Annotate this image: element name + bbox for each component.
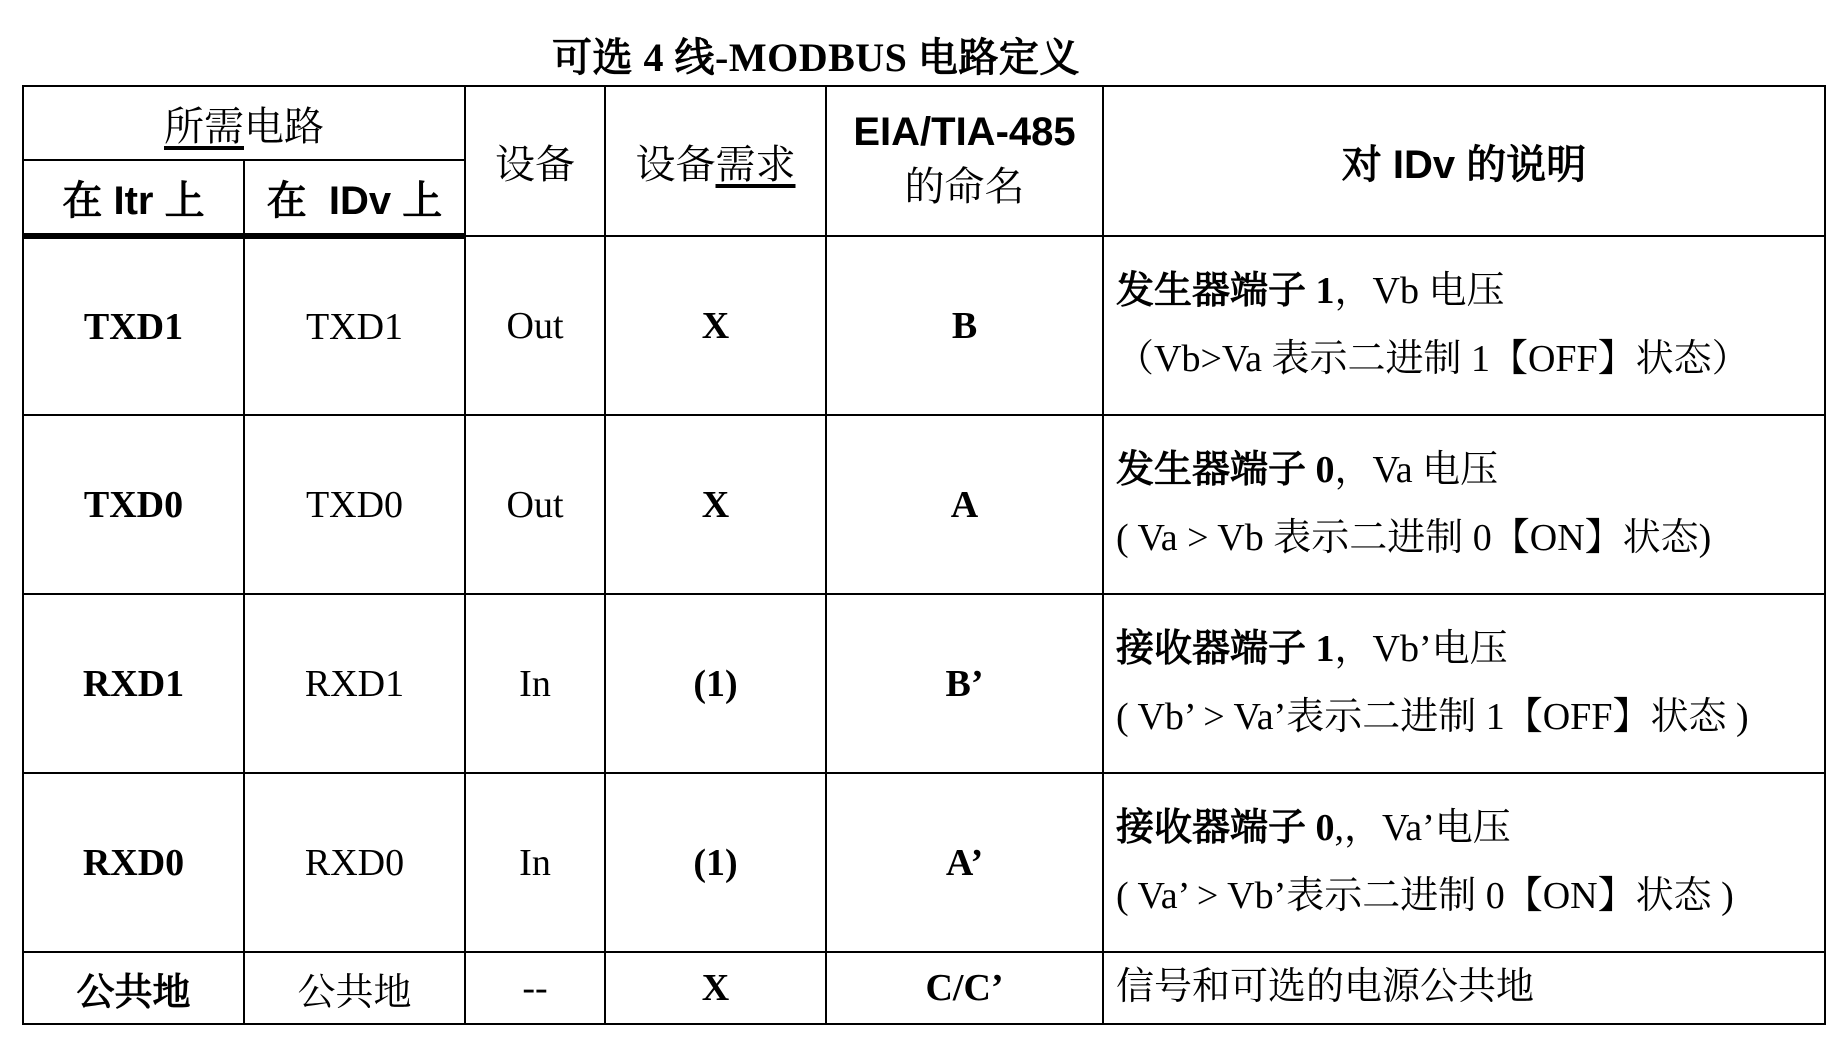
eia-name: B [826, 236, 1103, 415]
idv-signal: TXD1 [244, 236, 465, 415]
device-requirement: X [605, 236, 826, 415]
idv-signal: TXD0 [244, 415, 465, 594]
ltr-signal: RXD0 [23, 773, 244, 952]
idv-description: 接收器端子 0,，Va’电压 ( Va’ > Vb’表示二进制 0【ON】状态 ) [1103, 773, 1825, 952]
header-idv-description: 对 IDv 的说明 [1103, 86, 1825, 236]
header-on-idv: 在 IDv 上 [244, 160, 465, 236]
page-title: 可选 4 线-MODBUS 电路定义 [552, 35, 1080, 80]
idv-description: 发生器端子 0，Va 电压 ( Va > Vb 表示二进制 0【ON】状态) [1103, 415, 1825, 594]
circuit-definition-table [22, 85, 1826, 1025]
header-required-circuit: 所需电路 [23, 86, 465, 160]
device-requirement: (1) [605, 594, 826, 773]
idv-description: 信号和可选的电源公共地 [1103, 952, 1825, 1024]
device-direction: Out [465, 415, 605, 594]
table-row [23, 773, 1825, 952]
idv-signal: RXD1 [244, 594, 465, 773]
device-direction: In [465, 773, 605, 952]
eia-name: A [826, 415, 1103, 594]
device-requirement: X [605, 952, 826, 1024]
table-row [23, 594, 1825, 773]
idv-description: 接收器端子 1，Vb’电压 ( Vb’ > Va’表示二进制 1【OFF】状态 ) [1103, 594, 1825, 773]
ltr-signal: TXD1 [23, 236, 244, 415]
device-direction: -- [465, 952, 605, 1024]
header-eia-naming: EIA/TIA-485 的命名 [826, 86, 1103, 236]
header-device-requirement: 设备需求 [605, 86, 826, 236]
idv-signal: 公共地 [244, 952, 465, 1024]
device-requirement: (1) [605, 773, 826, 952]
ltr-signal: RXD1 [23, 594, 244, 773]
ltr-signal: TXD0 [23, 415, 244, 594]
header-row-1 [23, 86, 1825, 160]
eia-name: B’ [826, 594, 1103, 773]
idv-description: 发生器端子 1，Vb 电压 （Vb>Va 表示二进制 1【OFF】状态） [1103, 236, 1825, 415]
device-direction: In [465, 594, 605, 773]
table-row-common-ground [23, 952, 1825, 1024]
ltr-signal: 公共地 [23, 952, 244, 1024]
idv-signal: RXD0 [244, 773, 465, 952]
table-row [23, 415, 1825, 594]
table-row [23, 236, 1825, 415]
device-direction: Out [465, 236, 605, 415]
header-on-ltr: 在 Itr 上 [23, 160, 244, 236]
device-requirement: X [605, 415, 826, 594]
header-device: 设备 [465, 86, 605, 236]
eia-name: C/C’ [826, 952, 1103, 1024]
eia-name: A’ [826, 773, 1103, 952]
